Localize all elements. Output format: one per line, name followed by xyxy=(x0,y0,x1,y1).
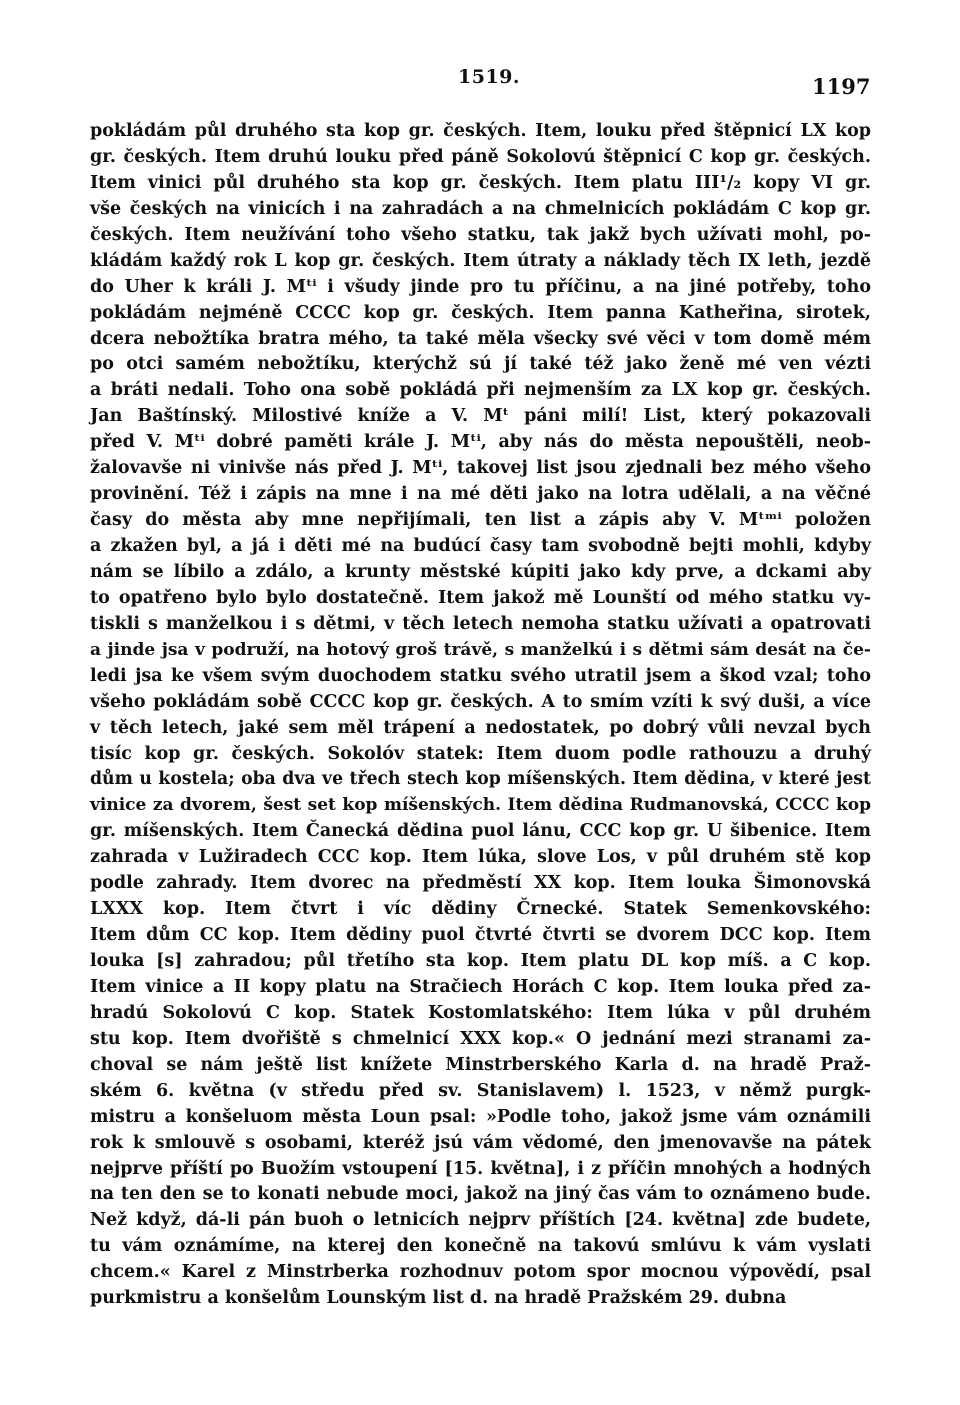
text-line: ském 6. května (v středu před sv. Stanislavem) l. 1523, v němž purgk- xyxy=(90,1080,871,1101)
text-line: ledi jsa ke všem svým duochodem statku svého utratil jsem a škod vzal; toho xyxy=(90,665,871,686)
text-line: a jinde jsa v podruží, na hotový groš trávě, s manželkú i s dětmi sám desát na če- xyxy=(90,639,871,660)
text-line: pokládám půl druhého sta kop gr. českých. Item, louku před štěpnicí LX kop xyxy=(90,121,871,141)
text-line: vinice za dvorem, šest set kop míšenských. Item dědina Rudmanovská, CCCC kop xyxy=(90,795,871,816)
page-number: 1197 xyxy=(812,74,871,99)
text-line: žalovavše ni vinivše nás před J. Mᵗⁱ, takovej list jsou zjednali bez mého všeho xyxy=(90,458,871,479)
running-header-year: 1519. xyxy=(458,66,520,88)
text-line: a bráti nedali. Toho ona sobě pokládá při nejmenším za LX kop gr. českých. xyxy=(90,380,871,401)
text-line: gr. českých. Item druhú louku před páně Sokolovú štěpnicí C kop gr. českých. xyxy=(90,146,871,167)
text-line: Item vinice a II kopy platu na Stračiech Horách C kop. Item louka před za- xyxy=(90,976,871,997)
text-line: to opatřeno bylo bylo dostatečně. Item jakož mě Lounští od mého statku vy- xyxy=(90,587,871,608)
text-line: časy do města aby mne nepřijímali, ten list a zápis aby V. Mᵗᵐⁱ položen xyxy=(90,510,871,531)
text-line: Item vinici půl druhého sta kop gr. českých. Item platu III¹/₂ kopy VI gr. xyxy=(90,172,871,193)
text-line: podle zahrady. Item dvorec na předměstí XX kop. Item louka Šimonovská xyxy=(90,873,871,894)
text-line: Než když, dá-li pán buoh o letnicích nejprv příštích [24. května] zde budete, xyxy=(90,1210,871,1231)
text-line: pokládám nejméně CCCC kop gr. českých. Item panna Katheřina, sirotek, xyxy=(90,302,871,323)
body-text xyxy=(90,119,871,1312)
text-line: na ten den se to konati nebude moci, jakož na jiný čas vám to oznámeno bude. xyxy=(90,1184,871,1205)
text-line: mistru a konšeluom města Loun psal: »Podle toho, jakož jsme vám oznámili xyxy=(90,1106,871,1127)
text-line: dcera nebožtíka bratra mého, ta také měla všecky své věci v tom domě mém xyxy=(90,328,871,349)
text-line: a zkažen byl, a já i děti mé na budúcí časy tam svobodně bejti mohli, kdyby xyxy=(90,536,871,556)
text-line: Jan Baštínský. Milostivé kníže a V. Mᵗ páni milí! List, který pokazovali xyxy=(90,406,871,427)
text-line: před V. Mᵗⁱ dobré paměti krále J. Mᵗⁱ, aby nás do města nepouštěli, neob- xyxy=(90,432,871,453)
text-line: tisíc kop gr. českých. Sokolóv statek: Item duom podle rathouzu a druhý xyxy=(90,743,871,764)
text-line: Item dům CC kop. Item dědiny puol čtvrté čtvrti se dvorem DCC kop. Item xyxy=(90,925,871,946)
text-line: tiskli s manželkou i s dětmi, v těch letech nemoha statku užívati a opatrovati xyxy=(90,613,871,634)
text-line: hradú Sokolovú C kop. Statek Kostomlatského: Item lúka v půl druhém xyxy=(90,1002,871,1023)
text-line: rok k smlouvě s osobami, kteréž jsú vám vědomé, den jmenovavše na pátek xyxy=(90,1132,871,1153)
text-line: nám se líbilo a zdálo, a krunty městské kúpiti jako kdy prve, a dckami aby xyxy=(90,561,871,582)
text-line: tu vám oznámíme, na kterej den konečně na takovú smlúvu k vám vyslati xyxy=(90,1236,871,1257)
text-line: v těch letech, jaké sem měl trápení a nedostatek, po dobrý vůli nevzal bych xyxy=(90,717,871,738)
text-line: zahrada v Lužiradech CCC kop. Item lúka, slove Los, v půl druhém stě kop xyxy=(90,847,871,868)
text-line: louka [s] zahradou; půl třetího sta kop. Item platu DL kop míš. a C kop. xyxy=(90,951,871,971)
text-line: kládám každý rok L kop gr. českých. Item útraty a náklady těch IX leth, jezdě xyxy=(90,250,871,271)
text-line: choval se nám ještě list knížete Minstrberského Karla d. na hradě Praž- xyxy=(90,1054,871,1075)
text-line: chcem.« Karel z Minstrberka rozhodnuv potom spor mocnou výpovědí, psal xyxy=(90,1262,871,1283)
text-line: nejprve příští po Buožím vstoupení [15. května], i z příčin mnohých a hodných xyxy=(90,1158,871,1179)
text-line: všeho pokládám sobě CCCC kop gr. českých. A to smím vzíti k svý duši, a více xyxy=(90,691,871,712)
text-line: provinění. Též i zápis na mne i na mé děti jako na lotra udělali, a na věčné xyxy=(90,484,871,505)
text-line: českých. Item neužívání toho všeho statku, tak jakž bych užívati mohl, po- xyxy=(90,224,871,245)
text-line: purkmistru a konšelům Lounským list d. na hradě Pražském 29. dubna xyxy=(90,1288,787,1309)
text-line: do Uher k králi J. Mᵗⁱ i všudy jinde pro tu příčinu, a na jiné potřeby, toho xyxy=(90,276,871,297)
text-line: dům u kostela; oba dva ve třech stech kop míšenských. Item dědina, v které jest xyxy=(90,769,871,790)
text-line: po otci samém nebožtíku, kterýchž sú jí také též jako ženě mé ven vézti xyxy=(90,354,871,375)
text-line: stu kop. Item dvořiště s chmelnicí XXX kop.« O jednání mezi stranami za- xyxy=(90,1028,871,1049)
text-line: gr. míšenských. Item Čanecká dědina puol lánu, CCC kop gr. U šibenice. Item xyxy=(90,821,871,842)
text-line: LXXX kop. Item čtvrt i víc dědiny Črnecké. Statek Semenkovského: xyxy=(90,899,871,920)
text-line: vše českých na vinicích i na zahradách a na chmelnicích pokládám C kop gr. xyxy=(90,198,871,219)
